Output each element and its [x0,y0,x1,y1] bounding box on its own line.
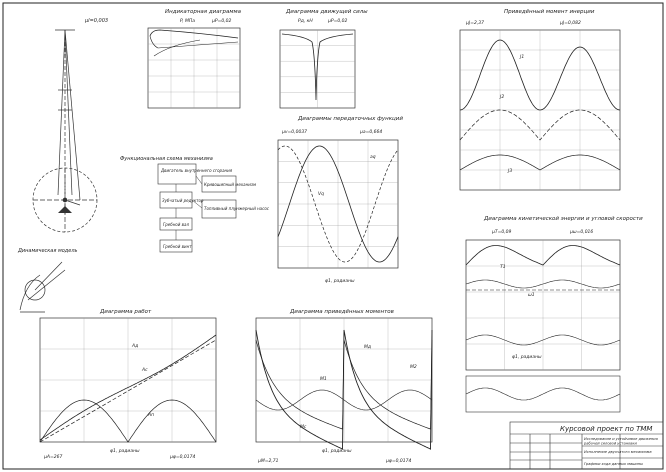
mechanism-sketch [33,30,97,232]
sheet-title: Курсовой проект по ТММ [560,425,653,433]
energy-scale-b: μω=0,016 [570,230,594,235]
scheme-block-crank: Кривошипный механизм [204,182,256,187]
moment-mc-label: Mс [300,425,307,430]
indicator-scale: μP=0,02 [212,19,232,24]
stamp-line-2: рабочей силовой установки [584,441,637,446]
energy-t-label: T1 [500,265,506,270]
transfer-xlabel: φ1, радианы [325,279,355,284]
work-title: Диаграмма работ [100,309,152,315]
moments-chart [256,318,432,449]
moment-md-label: Mд [364,345,371,350]
transfer-scale-b: μa=0,664 [360,130,383,135]
dynamic-model-sketch [20,262,65,312]
energy-chart [466,240,620,370]
work-scale-b: μφ=0,0174 [170,455,196,460]
inertia-scale-a: μJ=2,37 [466,21,484,26]
stamp-line-4: Графики хода данных машины [584,462,643,466]
inertia-title: Приведённый момент инерции [504,9,595,15]
scheme-block-propeller: Гребной винт [163,244,192,249]
transfer-scale-a: μv=0,0037 [282,130,308,135]
moments-xlabel: φ1, радианы [322,449,352,454]
transfer-title: Диаграммы передаточных функций [298,116,403,122]
functional-scheme [158,164,270,252]
moment-m2-label: M2 [410,365,417,370]
j1-label: J1 [520,55,525,60]
forces-ylabel: Pд, кН [298,19,313,24]
dynamic-model-title: Динамическая модель [18,248,78,254]
j3-label: J3 [508,169,513,174]
moments-title: Диаграмма приведённых моментов [290,309,394,315]
scheme-block-pump: Топливный плунжерный насос [204,206,269,211]
indicator-ylabel: P, МПа [180,19,195,24]
forces-chart [280,30,355,108]
moments-scale-b: μφ=0,0174 [386,459,412,464]
mech-scale: μl=0,003 [85,18,109,24]
forces-scale: μP=0,02 [328,19,348,24]
indicator-title: Индикаторная диаграмма [165,9,242,15]
work-scale-a: μA=267 [44,455,63,460]
work-ac-label: Aс [142,368,148,373]
transfer-chart [278,140,398,268]
work-xlabel: φ1, радианы [110,449,140,454]
energy-sub-chart [466,376,620,412]
j2-label: J2 [500,95,505,100]
energy-scale-a: μT=0,09 [492,230,512,235]
inertia-scale-b: μJ=0,082 [560,21,581,26]
energy-title: Диаграмма кинетической энергии и угловой скорости [484,216,643,222]
scheme-block-shaft: Гребной вал [163,222,189,227]
sheet-frame [3,3,663,469]
scheme-title: Функциональная схема механизма [120,156,213,162]
stamp-line-1: Исследование и устойчивое движения [584,437,658,441]
moment-m1-label: M1 [320,377,327,382]
inertia-chart [460,30,620,190]
moments-scale-a: μM=2,71 [258,459,279,464]
energy-w-label: ω1 [528,293,535,298]
aq-label: aq [370,155,376,160]
work-chart [40,318,216,442]
work-ap-label: Aп [148,413,155,418]
work-ad-label: Aд [132,344,139,349]
vq-label: Vq [318,192,324,197]
indicator-chart [148,28,240,108]
stamp-line-3: Исполнение двухчатого механизма [584,450,652,454]
scheme-block-reducer: Зубчатый редуктор [162,198,204,203]
scheme-block-engine: Двигатель внутреннего сгорания [161,168,233,173]
energy-xlabel: φ1, радианы [512,355,542,360]
forces-title: Диаграмма движущей силы [286,9,368,15]
